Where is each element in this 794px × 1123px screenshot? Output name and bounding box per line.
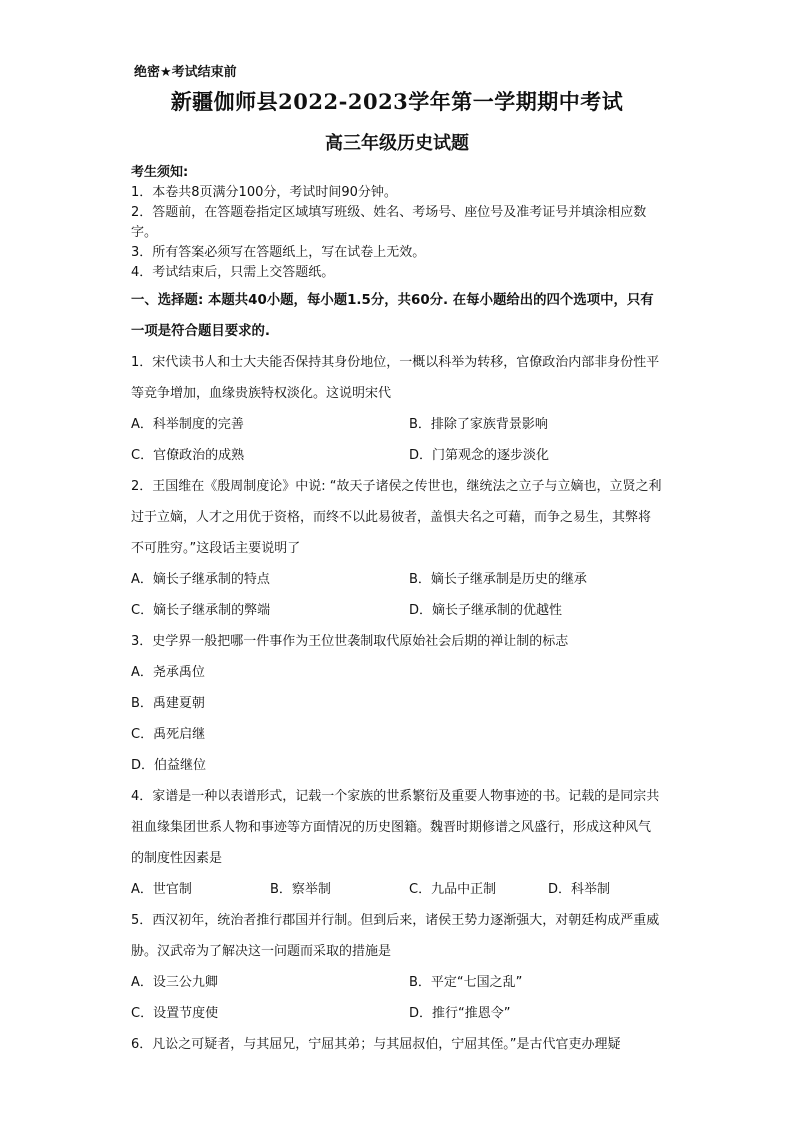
question-options (131, 874, 663, 905)
option-c: C．九品中正制 (409, 882, 497, 897)
exam-body (131, 163, 663, 1060)
option-a: A．科举制度的完善 (131, 417, 244, 432)
question-stem: 2．王国维在《殷周制度论》中说: “故天子诸侯之传世也，继统法之立子与立嫡也，立贤之利过于立嫡，人才之用优于资格，而终不以此易彼者，盖惧夫名之可藉，而争之易生，其弊将不可胜穷。”这段话主要说明了 (131, 479, 662, 556)
question-options (131, 564, 663, 626)
option-d: D．门第观念的逐步淡化 (409, 448, 550, 463)
question-6 (131, 1029, 663, 1060)
question-stem: 5．西汉初年，统治者推行郡国并行制。但到后来，诸侯王势力逐渐强大，对朝廷构成严重威胁。汉武帝为了解决这一问题而采取的措施是 (131, 913, 660, 959)
notice-item: 4．考试结束后，只需上交答题纸。 (131, 265, 335, 280)
option-a: A．世官制 (131, 882, 192, 897)
confidential-label: 绝密★考试结束前 (134, 65, 237, 80)
question-stem: 1．宋代读书人和士大夫能否保持其身份地位，一概以科举为转移，官僚政治内部非身份性平等竞争增加，血缘贵族特权淡化。这说明宋代 (131, 355, 660, 401)
question-1 (131, 347, 663, 471)
question-options (131, 409, 663, 471)
option-b: B．嫡长子继承制是历史的继承 (409, 572, 587, 587)
option-c: C．禹死启继 (131, 727, 206, 742)
candidate-notice (131, 163, 663, 283)
notice-item: 1．本卷共8页满分100分，考试时间90分钟。 (131, 185, 397, 200)
question-options (131, 967, 663, 1029)
option-d: D．推行“推恩令” (409, 1006, 511, 1021)
option-c: C．嫡长子继承制的弊端 (131, 603, 271, 618)
option-d: D．科举制 (548, 882, 611, 897)
option-d: D．嫡长子继承制的优越性 (409, 603, 563, 618)
section-heading: 一、选择题: 本题共40小题，每小题1.5分，共60分. 在每小题给出的四个选项中，只有一项是符合题目要求的. (131, 293, 654, 339)
option-b: B．察举制 (270, 882, 331, 897)
exam-subtitle: 高三年级历史试题 (325, 133, 469, 154)
option-d: D．伯益继位 (131, 758, 207, 773)
option-a: A．尧承禹位 (131, 665, 205, 680)
question-5 (131, 905, 663, 1029)
notice-heading: 考生须知: (131, 165, 189, 180)
exam-title: 新疆伽师县2022-2023学年第一学期期中考试 (170, 89, 624, 114)
option-c: C．官僚政治的成熟 (131, 448, 245, 463)
notice-item: 2．答题前，在答题卷指定区域填写班级、姓名、考场号、座位号及准考证号并填涂相应数字。 (131, 205, 647, 240)
question-4 (131, 781, 663, 905)
option-c: C．设置节度使 (131, 1006, 219, 1021)
question-stem: 4．家谱是一种以表谱形式，记载一个家族的世系繁衍及重要人物事迹的书。记载的是同宗共祖血缘集团世系人物和事迹等方面情况的历史图籍。魏晋时期修谱之风盛行，形成这种风气的制度性因素是 (131, 789, 660, 866)
option-b: B．平定“七国之乱” (409, 975, 523, 990)
option-b: B．禹建夏朝 (131, 696, 205, 711)
notice-item: 3．所有答案必须写在答题纸上，写在试卷上无效。 (131, 245, 426, 260)
question-stem: 3．史学界一般把哪一件事作为王位世袭制取代原始社会后期的禅让制的标志 (131, 634, 569, 649)
question-stem: 6．凡讼之可疑者，与其屈兄，宁屈其弟；与其屈叔伯，宁屈其侄。”是古代官吏办理疑 (131, 1037, 621, 1052)
question-2 (131, 471, 663, 626)
option-a: A．嫡长子继承制的特点 (131, 572, 270, 587)
option-b: B．排除了家族背景影响 (409, 417, 548, 432)
option-a: A．设三公九卿 (131, 975, 218, 990)
question-3 (131, 626, 663, 781)
